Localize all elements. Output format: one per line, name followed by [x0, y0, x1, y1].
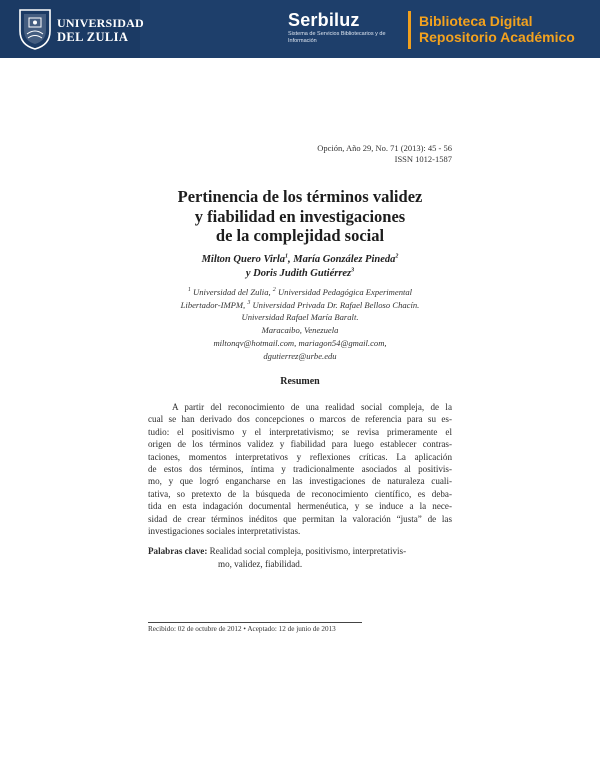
header-divider — [408, 11, 411, 49]
abstract-line: origen de los términos validez y fiabilidad para luego establecer contras- — [148, 439, 452, 450]
received-accepted-dates: Recibido: 02 de octubre de 2012 • Aceptado: 12 de junio de 2013 — [148, 625, 336, 633]
university-name-line2: DEL ZULIA — [57, 30, 129, 44]
abstract-line: taciones, momentos interpretativos y reflexiones críticas. La aplicación — [148, 451, 452, 462]
keywords-line2: mo, validez, fiabilidad. — [218, 559, 303, 570]
author-sup: 2 — [395, 253, 399, 260]
affiliation-line — [140, 299, 460, 312]
affiliation-text: Libertador-IMPM, — [180, 299, 248, 310]
affiliation-text: Universidad Privada Dr. Rafael Belloso Chacín. — [250, 299, 420, 310]
footer-rule — [148, 622, 362, 623]
article-title — [150, 187, 450, 246]
affiliation-line — [140, 286, 460, 299]
affiliation-city: Maracaibo, Venezuela — [261, 325, 339, 336]
author-name: Milton Quero Virla — [201, 254, 286, 265]
abstract-heading: Resumen — [280, 376, 320, 387]
abstract-line: tida en esta indagación documental hermenéutica, y se induce a la nece- — [148, 501, 452, 512]
abstract-body — [148, 401, 452, 537]
abstract-line: investigaciones sociales interpretativistas. — [148, 526, 301, 537]
university-name — [57, 16, 144, 44]
keywords — [148, 545, 452, 571]
author-sup: 3 — [351, 267, 355, 274]
journal-reference — [317, 143, 452, 164]
library-line1: Biblioteca Digital — [419, 13, 533, 29]
affiliation-sup: 1 — [187, 287, 191, 294]
affiliation-text: Universidad Pedagógica Experimental — [275, 287, 413, 297]
abstract-line: tativa, so pretexto de la búsqueda de reconocimiento científico, es deba- — [148, 488, 452, 499]
affiliation-sup: 2 — [272, 287, 276, 294]
title-line: de la complejidad social — [215, 226, 385, 245]
keywords-text: Realidad social compleja, positivismo, interpretativis- — [207, 546, 407, 556]
serbiluz-title: Serbiluz — [288, 10, 360, 30]
authors — [150, 253, 450, 281]
abstract-line: tudio: el positivismo y el interpretativismo; se revisa primeramente el — [148, 426, 452, 437]
authors-line1: Milton Quero Virla$^1$, María González Pineda$^2$ — [201, 253, 399, 265]
abstract-line: cual se han derivado dos concepciones o marcos de referencia para su es- — [148, 414, 452, 425]
keywords-line1 — [148, 545, 452, 558]
affiliation-line: Universidad Rafael María Baralt. — [241, 312, 359, 323]
library-logo[interactable] — [419, 14, 575, 45]
abstract-line: mo, y que logró engancharse en las investigaciones de naturaleza cuali- — [148, 476, 452, 487]
affiliations — [140, 286, 460, 362]
serbiluz-logo[interactable] — [288, 10, 394, 45]
university-name-line1: UNIVERSIDAD — [57, 16, 144, 30]
title-line: y fiabilidad en investigaciones — [194, 206, 406, 226]
library-line2: Repositorio Académico — [419, 28, 575, 45]
abstract-line: A partir del reconocimiento de una realidad social compleja, de la — [172, 402, 452, 412]
serbiluz-subtitle: Sistema de Servicios Bibliotecarios y de Información — [288, 31, 386, 44]
affiliation-sup: 3 — [247, 299, 251, 306]
author-emails[interactable]: miltonqv@hotmail.com, mariagon54@gmail.com, — [213, 337, 387, 348]
university-seal-icon — [17, 7, 53, 51]
affiliation-text: Universidad del Zulia, — [190, 287, 273, 297]
abstract-line: sidad de crear términos inéditos que permitan la valoración “justa” de las — [148, 513, 452, 524]
header-banner — [0, 0, 600, 58]
journal-issn: ISSN 1012-1587 — [394, 153, 452, 164]
author-name: Doris Judith Gutiérrez — [253, 268, 352, 279]
author-name: María González Pineda — [293, 254, 396, 265]
authors-line2 — [150, 267, 450, 281]
author-email[interactable]: dgutierrez@urbe.edu — [263, 350, 337, 361]
title-line: Pertinencia de los términos validez — [177, 187, 423, 206]
author-conjunction: y — [245, 268, 254, 279]
abstract-line: de estos dos términos, íntima y tradicionalmente asociados al positivis- — [148, 464, 452, 475]
author-sup: 1 — [285, 253, 289, 260]
keywords-label: Palabras clave: — [148, 546, 208, 556]
journal-citation: Opción, Año 29, No. 71 (2013): 45 - 56 — [317, 143, 452, 153]
university-block[interactable] — [0, 0, 144, 58]
